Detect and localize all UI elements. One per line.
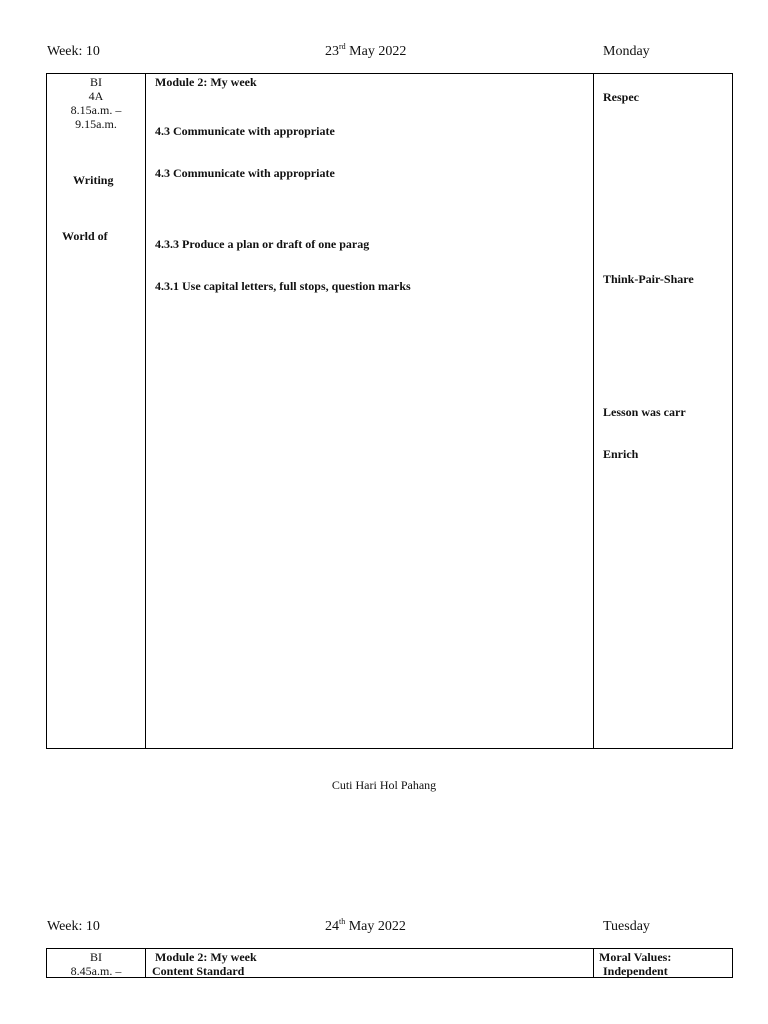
date-label-1	[325, 42, 407, 59]
class-name: 4A	[88, 89, 104, 103]
column-divider	[593, 949, 594, 977]
date-suffix: rd	[339, 42, 346, 51]
time-start: 8.45a.m. –	[70, 964, 122, 978]
column-divider	[593, 74, 594, 748]
content-standard-heading: Content Standard	[152, 964, 245, 978]
content-standard-2: 4.3 Communicate with appropriate	[155, 166, 335, 180]
week-label-2: Week: 10	[47, 919, 100, 934]
week-label-1: Week: 10	[47, 44, 100, 59]
date-suffix: th	[339, 917, 346, 926]
holiday-note: Cuti Hari Hol Pahang	[331, 778, 437, 792]
time-end: 9.15a.m.	[75, 117, 117, 131]
time-start: 8.15a.m. –	[70, 103, 122, 117]
weekday-label-1: Monday	[603, 44, 650, 59]
date-label-2	[325, 917, 406, 934]
module-title: Module 2: My week	[155, 950, 257, 964]
theme: World of	[62, 229, 108, 243]
moral-values-heading: Moral Values:	[599, 950, 672, 964]
learning-standard-1: 4.3.3 Produce a plan or draft of one parag	[155, 237, 370, 251]
reflection: Lesson was carr	[603, 405, 686, 419]
skill: Writing	[73, 173, 114, 187]
lesson-table-2	[46, 948, 733, 978]
module-title: Module 2: My week	[155, 75, 257, 89]
date-day: 24	[325, 919, 339, 934]
subject: BI	[90, 75, 102, 89]
weekday-label-2: Tuesday	[603, 919, 650, 934]
content-standard-1: 4.3 Communicate with appropriate	[155, 124, 335, 138]
lesson-table-1	[46, 73, 733, 749]
moral-value: Independent	[603, 964, 668, 978]
strategy: Think-Pair-Share	[603, 272, 694, 286]
learning-standard-2: 4.3.1 Use capital letters, full stops, question marks	[155, 279, 411, 293]
date-rest: May 2022	[345, 44, 407, 59]
column-divider	[145, 949, 146, 977]
subject: BI	[90, 950, 102, 964]
date-day: 23	[325, 44, 339, 59]
enrichment: Enrich	[603, 447, 639, 461]
date-rest: May 2022	[345, 919, 406, 934]
column-divider	[145, 74, 146, 748]
moral-value: Respec	[603, 90, 639, 104]
